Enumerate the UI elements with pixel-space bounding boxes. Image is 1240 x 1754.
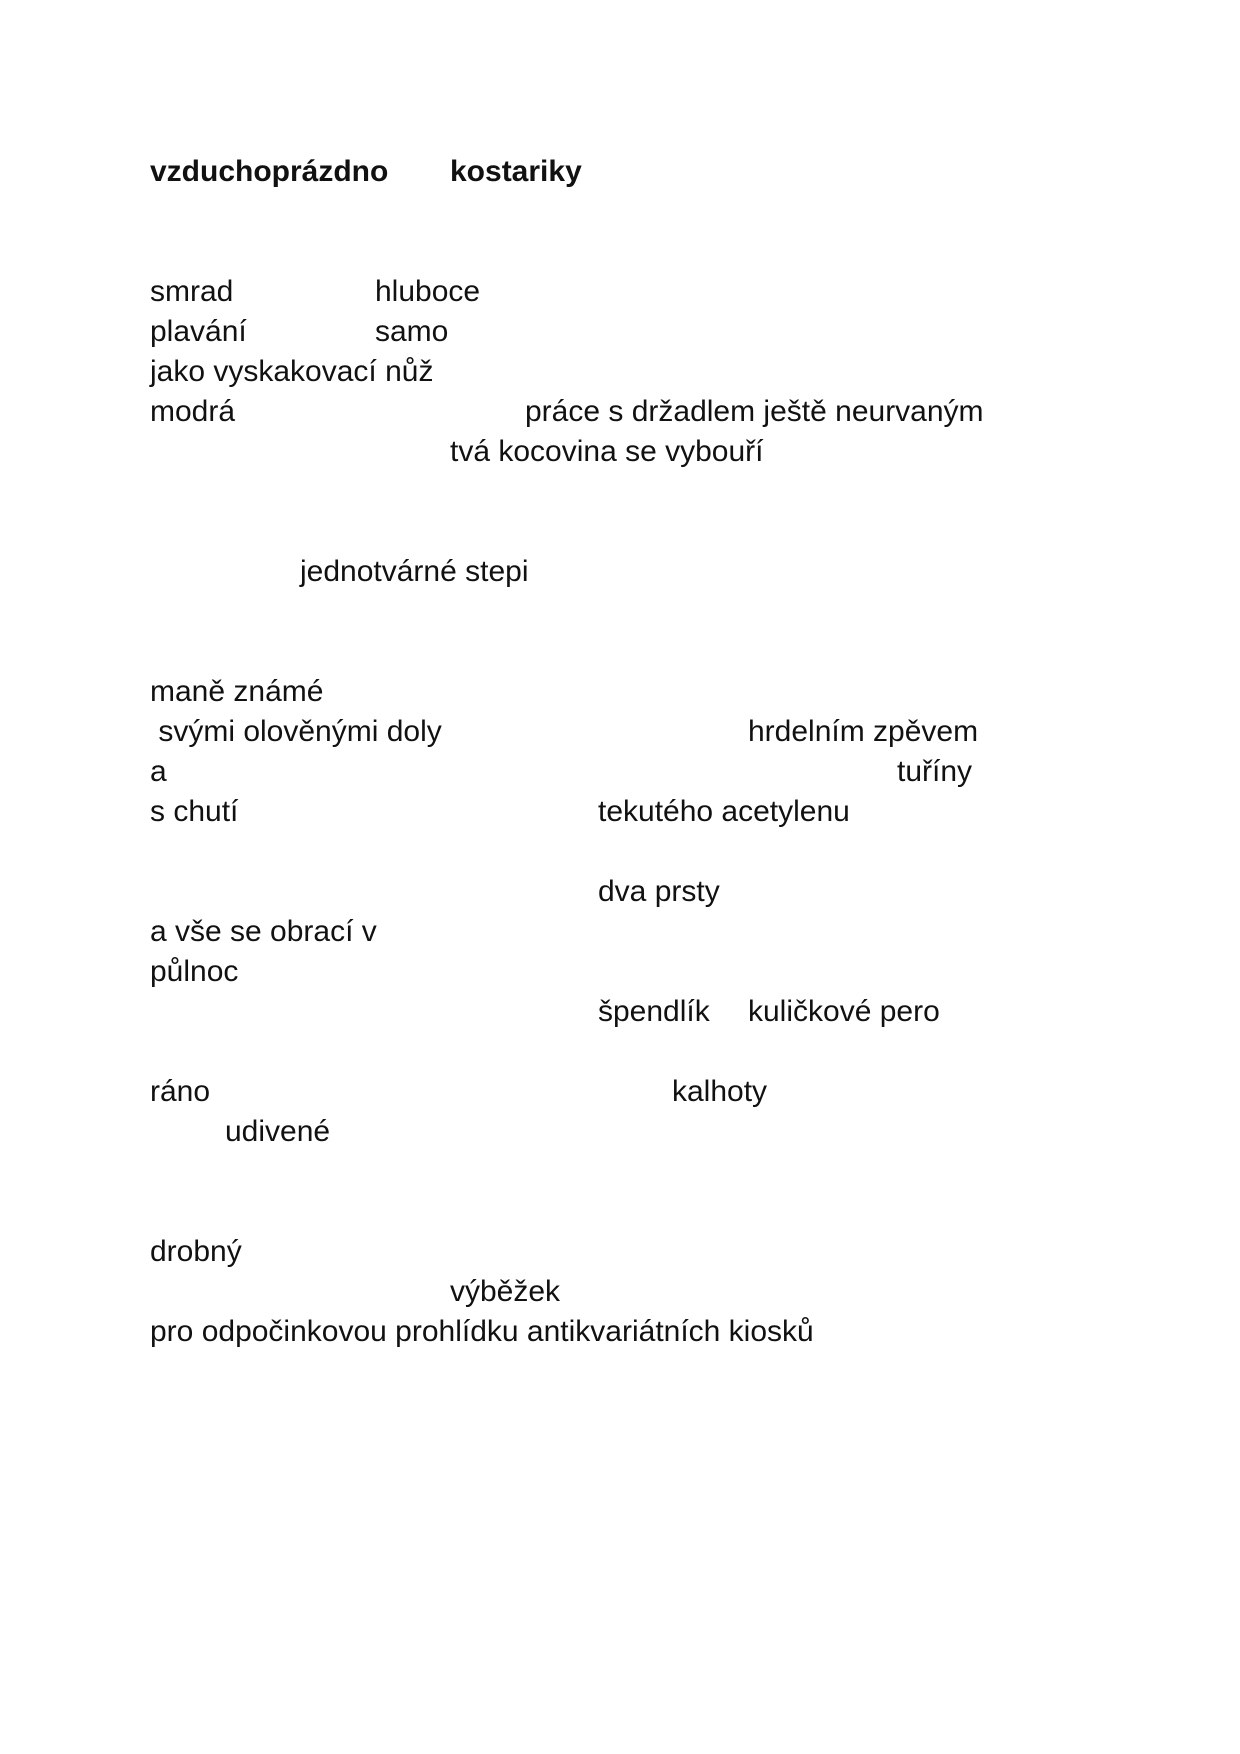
poem-title-right: kostariky — [450, 155, 582, 188]
poem-line-rano: ráno — [150, 1075, 211, 1108]
poem-line-a: a — [150, 755, 167, 788]
poem-line-s-chuti: s chutí — [150, 795, 239, 828]
poem-line-vybezek: výběžek — [450, 1275, 561, 1308]
poem-line-modra: modrá — [150, 395, 236, 428]
poem-line-kalhoty: kalhoty — [672, 1075, 768, 1108]
poem-line-pulnoc: půlnoc — [150, 955, 239, 988]
poem-line-dva-prsty: dva prsty — [598, 875, 720, 908]
poem-line-a-vse: a vše se obrací v — [150, 915, 377, 948]
poem-title-left: vzduchoprázdno — [150, 155, 389, 188]
poem-line-mane: maně známé — [150, 675, 324, 708]
poem-line-kulickove: kuličkové pero — [748, 995, 940, 1028]
poem-line-plavani: plavání — [150, 315, 247, 348]
poem-line-turiny: tuříny — [897, 755, 973, 788]
poem-line-hrdelnim: hrdelním zpěvem — [748, 715, 979, 748]
poem-line-spendlik: špendlík — [598, 995, 710, 1028]
poem-line-smrad: smrad — [150, 275, 234, 308]
poem-line-stepi: jednotvárné stepi — [300, 555, 529, 588]
poem-line-kocovina: tvá kocovina se vybouří — [450, 435, 764, 468]
poem-line-pro-odpocinkovou: pro odpočinkovou prohlídku antikvariátních kiosků — [150, 1315, 814, 1348]
poem-line-jako: jako vyskakovací nůž — [150, 355, 434, 388]
poem-line-drobny: drobný — [150, 1235, 242, 1268]
poem-line-udivene: udivené — [225, 1115, 331, 1148]
poem-line-svymi: svými olověnými doly — [150, 715, 442, 748]
poem-line-samo: samo — [375, 315, 449, 348]
poem-line-tekuteho: tekutého acetylenu — [598, 795, 850, 828]
poem-line-hluboce: hluboce — [375, 275, 481, 308]
poem-line-prace: práce s držadlem ještě neurvaným — [525, 395, 984, 428]
